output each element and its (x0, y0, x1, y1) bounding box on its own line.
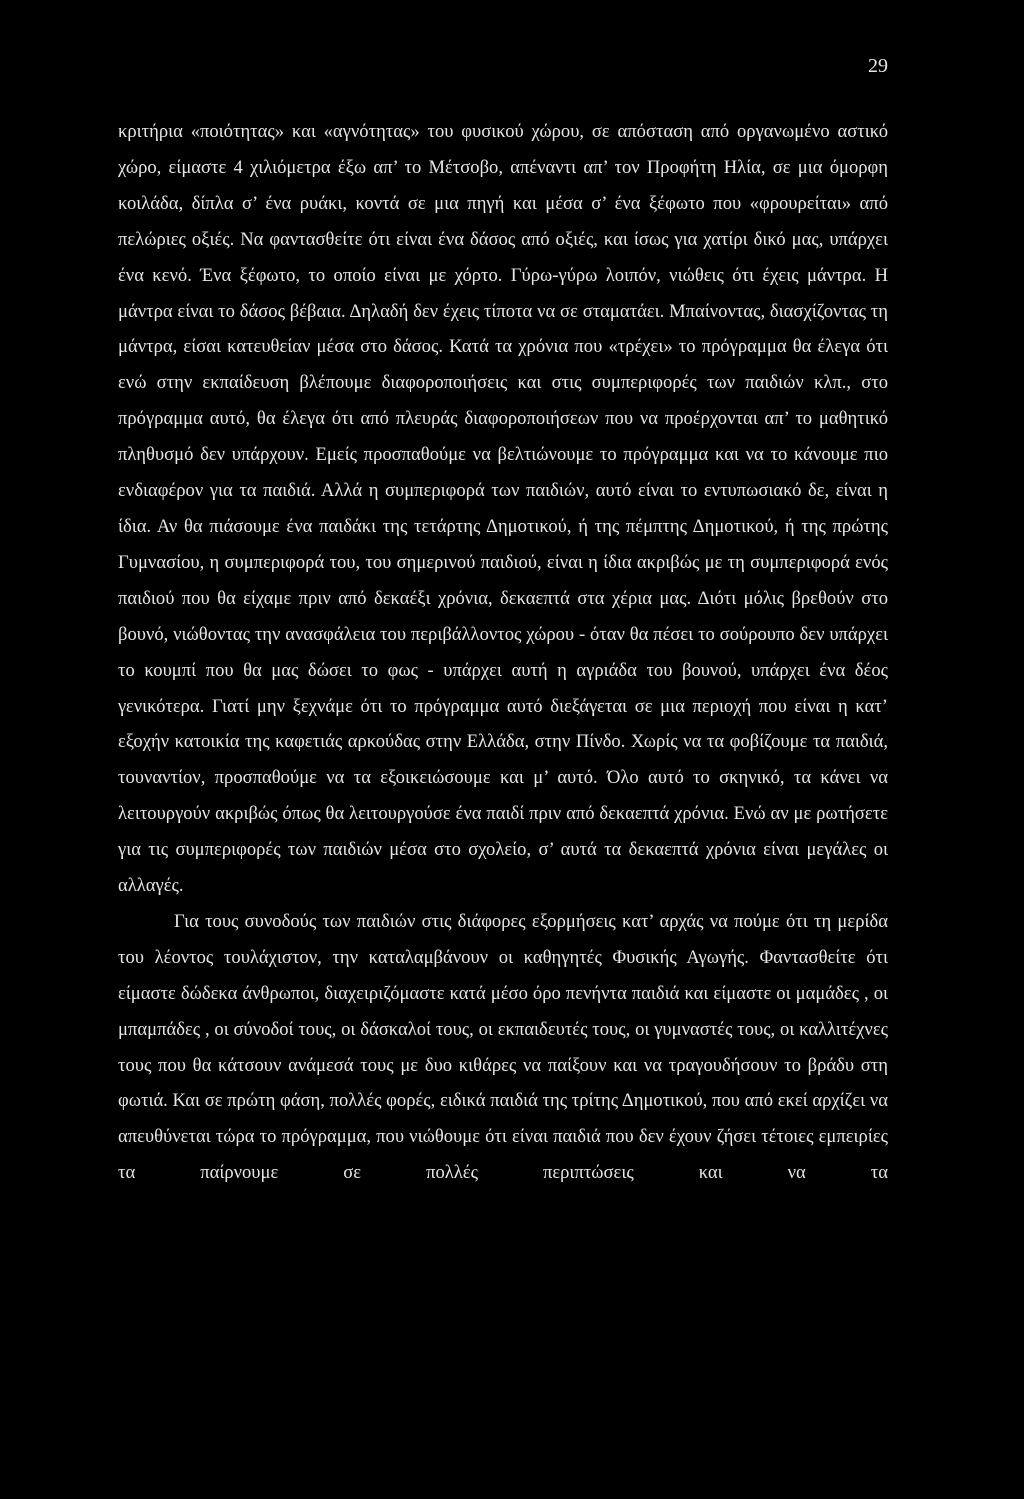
paragraph-2: Για τους συνοδούς των παιδιών στις διάφορες εξορμήσεις κατ’ αρχάς να πούμε ότι τη μερίδα του λέοντος τουλάχιστον, την καταλαμβάνουν οι καθηγητές Φυσικής Αγωγής. Φαντασθείτε ότι είμαστε δώδεκα άνθρωποι, διαχειριζόμαστε κατά μέσο όρο πενήντα παιδιά και είμαστε οι μαμάδες , οι μπαμπάδες , οι σύνοδοί τους, οι δάσκαλοί τους, οι εκπαιδευτές τους, οι γυμναστές τους, οι καλλιτέχνες τους που θα κάτσουν ανάμεσά τους με δυο κιθάρες να παίξουν και να τραγουδήσουν το βράδυ στη φωτιά. Και σε πρώτη φάση, πολλές φορές, ειδικά παιδιά της τρίτης Δημοτικού, που από εκεί αρχίζει να απευθύνεται τώρα το πρόγραμμα, που νιώθουμε ότι είναι παιδιά που δεν έχουν ζήσει τέτοιες εμπειρίες τα παίρνουμε σε πολλές περιπτώσεις και να τα (118, 910, 888, 1184)
body-text (118, 114, 888, 1191)
paragraph-1: κριτήρια «ποιότητας» και «αγνότητας» του φυσικού χώρου, σε απόσταση από οργανωμένο αστικό χώρο, είμαστε 4 χιλιόμετρα έξω απ’ το Μέτσοβο, απέναντι απ’ τον Προφήτη Ηλία, σε μια όμορφη κοιλάδα, δίπλα σ’ ένα ρυάκι, κοντά σε μια πηγή και μέσα σ’ ένα ξέφωτο που «φρουρείται» από πελώριες οξιές. Να φαντασθείτε ότι είναι ένα δάσος από οξιές, και ίσως για χατίρι δικό μας, υπάρχει ένα κενό. Ένα ξέφωτο, το οποίο είναι με χόρτο. Γύρω-γύρω λοιπόν, νιώθεις ότι έχεις μάντρα. Η μάντρα είναι το δάσος βέβαια. Δηλαδή δεν έχεις τίποτα να σε σταματάει. Μπαίνοντας, διασχίζοντας τη μάντρα, είσαι κατευθείαν μέσα στο δάσος. Κατά τα χρόνια που «τρέχει» το πρόγραμμα θα έλεγα ότι ενώ στην εκπαίδευση βλέπουμε διαφοροποιήσεις και στις συμπεριφορές των παιδιών κλπ., στο πρόγραμμα αυτό, θα έλεγα ότι από πλευράς διαφοροποιήσεων που να προέρχονται απ’ το μαθητικό πληθυσμό δεν υπάρχουν. Εμείς προσπαθούμε να βελτιώνουμε το πρόγραμμα και να το κάνουμε πιο ενδιαφέρον για τα παιδιά. Αλλά η συμπεριφορά των παιδιών, αυτό είναι το εντυπωσιακό δε, είναι η ίδια. Αν θα πιάσουμε ένα παιδάκι της τετάρτης Δημοτικού, ή της πέμπτης Δημοτικού, ή της πρώτης Γυμνασίου, η συμπεριφορά του, του σημερινού παιδιού, είναι η ίδια ακριβώς με τη συμπεριφορά ενός παιδιού που θα είχαμε πριν από δεκαέξι χρόνια, δεκαεπτά στα χέρια μας. Διότι μόλις βρεθούν στο βουνό, νιώθοντας την ανασφάλεια του περιβάλλοντος χώρου - όταν θα πέσει το σούρουπο δεν υπάρχει το κουμπί που θα μας δώσει το φως - υπάρχει αυτή η αγριάδα του βουνού, υπάρχει ένα δέος γενικότερα. Γιατί μην ξεχνάμε ότι το πρόγραμμα αυτό διεξάγεται σε μια περιοχή που είναι η κατ’ εξοχήν κατοικία της καφετιάς αρκούδας στην Ελλάδα, στην Πίνδο. Χωρίς να τα φοβίζουμε τα παιδιά, τουναντίον, προσπαθούμε να τα εξοικειώσουμε και μ’ αυτό. Όλο αυτό το σκηνικό, τα κάνει να λειτουργούν ακριβώς όπως θα λειτουργούσε ένα παιδί πριν από δεκαεπτά χρόνια. Ενώ αν με ρωτήσετε για τις συμπεριφορές των παιδιών μέσα στο σχολείο, σ’ αυτά τα δεκαεπτά χρόνια είναι μεγάλες οι αλλαγές. (118, 121, 888, 897)
page-number: 29 (868, 55, 888, 77)
